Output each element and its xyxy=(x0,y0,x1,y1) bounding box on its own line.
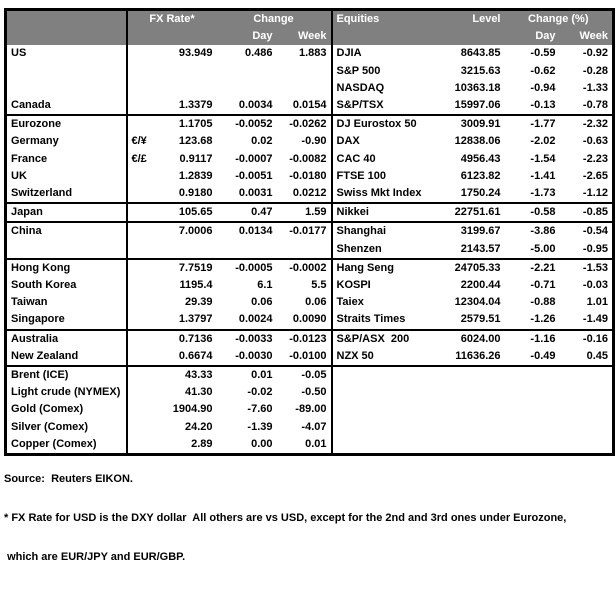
fx-rate-value: 43.33 xyxy=(184,369,213,382)
fx-day-change: -0.0007 xyxy=(235,152,273,165)
equity-day-change: -1.54 xyxy=(530,152,556,165)
equity-name xyxy=(332,366,429,384)
fx-day-change: 0.0024 xyxy=(217,311,277,329)
fx-label: Eurozone xyxy=(6,115,127,133)
equity-level xyxy=(429,401,505,418)
fx-day-change: 0.0134 xyxy=(238,225,273,238)
fx-day-change: 0.0031 xyxy=(217,185,277,203)
equity-week-change: -0.78 xyxy=(560,97,614,115)
equity-name: DJIA xyxy=(336,47,362,60)
fx-rate-value: 41.30 xyxy=(184,386,213,399)
equity-level: 24705.33 xyxy=(454,261,501,274)
fx-week-change xyxy=(277,63,332,80)
fx-week-change: -0.0177 xyxy=(277,222,332,240)
fx-rate-value: 1.3797 xyxy=(153,311,217,329)
fx-label: UK xyxy=(6,168,127,185)
equity-week-change xyxy=(560,419,614,436)
fx-rate-header: FX Rate* xyxy=(127,10,217,29)
fx-currency-pair xyxy=(127,294,153,311)
fx-rate-value: 24.20 xyxy=(184,420,213,433)
fx-day-change: -1.39 xyxy=(247,420,273,433)
level-header: Level xyxy=(429,10,505,29)
fx-currency-pair xyxy=(127,419,153,436)
fx-label: China xyxy=(6,222,127,240)
fx-currency-pair xyxy=(127,203,153,222)
equity-name xyxy=(332,384,429,401)
fx-week-header: Week xyxy=(277,28,332,45)
fx-label: New Zealand xyxy=(6,348,127,366)
fx-currency-pair xyxy=(127,241,153,259)
equity-level: 2143.57 xyxy=(429,241,505,259)
equities-change-pct-header: Change (%) xyxy=(505,10,614,29)
equity-level xyxy=(429,366,505,384)
table-row xyxy=(6,97,614,115)
equity-week-change: -0.03 xyxy=(582,279,608,292)
fx-currency-pair xyxy=(127,401,153,418)
equity-day-change xyxy=(505,419,560,436)
equity-day-change: -3.86 xyxy=(530,225,556,238)
equity-week-change: -0.28 xyxy=(582,64,608,77)
equity-level: 22751.61 xyxy=(429,203,505,222)
equity-level: 1750.24 xyxy=(429,185,505,203)
equity-day-change xyxy=(505,401,560,418)
fx-currency-pair xyxy=(127,97,153,115)
fx-label: Copper (Comex) xyxy=(6,436,127,455)
equity-name: Shenzen xyxy=(332,241,429,259)
equity-name: Shanghai xyxy=(336,225,387,238)
fx-rate-value: 0.9180 xyxy=(153,185,217,203)
fx-currency-pair xyxy=(127,222,153,240)
fx-day-change: 0.01 xyxy=(251,369,273,382)
fx-label xyxy=(6,80,127,97)
equity-level: 8643.85 xyxy=(460,47,501,60)
fx-rate-value: 1904.90 xyxy=(172,403,213,416)
fx-rate-value: 1.2839 xyxy=(178,169,213,182)
equity-level: 10363.18 xyxy=(454,81,501,94)
fx-currency-pair: €/¥ xyxy=(131,135,147,148)
fx-day-change: 0.486 xyxy=(244,47,273,60)
table-row xyxy=(6,277,614,294)
equity-week-change: -1.33 xyxy=(582,81,608,94)
fx-rate-value xyxy=(153,80,217,97)
fx-currency-pair xyxy=(127,348,153,366)
fx-currency-pair xyxy=(127,311,153,329)
table-row xyxy=(6,80,614,97)
equities-day-header: Day xyxy=(505,28,560,45)
equity-level: 15997.06 xyxy=(429,97,505,115)
equity-level: 12304.04 xyxy=(454,296,501,309)
fx-week-change: 0.0090 xyxy=(277,311,332,329)
fx-rate-subheader xyxy=(127,28,217,45)
fx-label: Australia xyxy=(6,330,127,348)
table-row xyxy=(6,366,614,384)
equity-day-change: -1.16 xyxy=(530,332,556,345)
equity-week-change: -2.65 xyxy=(582,169,608,182)
equity-name: CAC 40 xyxy=(336,152,376,165)
equity-day-change: -2.02 xyxy=(530,135,556,148)
equity-week-change: -1.49 xyxy=(560,311,614,329)
fx-week-change: 1.59 xyxy=(277,203,332,222)
equity-week-change xyxy=(560,401,614,418)
table-row xyxy=(6,241,614,259)
equities-subheader xyxy=(332,28,429,45)
equity-day-change: -0.88 xyxy=(530,296,556,309)
fx-day-change: -0.0005 xyxy=(235,261,273,274)
table-row xyxy=(6,63,614,80)
fx-day-change xyxy=(217,63,277,80)
fx-week-change: -0.0180 xyxy=(277,168,332,185)
equity-day-change: -0.59 xyxy=(530,47,556,60)
fx-rate-value: 7.7519 xyxy=(178,261,213,274)
equity-name: NZX 50 xyxy=(332,348,429,366)
equity-week-change: -1.12 xyxy=(560,185,614,203)
table-row xyxy=(6,115,614,133)
fx-currency-pair xyxy=(127,115,153,133)
header-row-1 xyxy=(6,10,614,29)
fx-week-change xyxy=(277,241,332,259)
equity-day-change xyxy=(505,384,560,401)
fx-day-change: -0.0052 xyxy=(235,118,273,131)
fx-rate-value: 0.6674 xyxy=(153,348,217,366)
fx-week-change: -89.00 xyxy=(277,401,332,418)
equity-level: 3215.63 xyxy=(460,64,501,77)
equity-day-change: -0.58 xyxy=(505,203,560,222)
equity-day-change: -5.00 xyxy=(505,241,560,259)
fx-rate-value: 29.39 xyxy=(184,296,213,309)
fx-day-change xyxy=(217,241,277,259)
equity-level: 3009.91 xyxy=(460,118,501,131)
fx-rate-value: 1195.4 xyxy=(179,279,213,292)
fx-label: Japan xyxy=(6,203,127,222)
label-column-header xyxy=(6,10,127,29)
label-column-subheader xyxy=(6,28,127,45)
fx-rate-value: 7.0006 xyxy=(178,225,213,238)
fx-week-change: -0.0100 xyxy=(277,348,332,366)
fx-label: Silver (Comex) xyxy=(6,419,127,436)
equity-level: 12838.06 xyxy=(454,135,501,148)
fx-rate-value xyxy=(153,63,217,80)
equity-name: Taiex xyxy=(336,296,364,309)
fx-label: Hong Kong xyxy=(6,259,127,277)
equity-name: Straits Times xyxy=(332,311,429,329)
equity-day-change: -1.26 xyxy=(505,311,560,329)
fx-rate-value: 2.89 xyxy=(191,437,213,450)
equity-week-change: -0.85 xyxy=(560,203,614,222)
fx-rate-value: 93.949 xyxy=(178,47,213,60)
fx-currency-pair xyxy=(127,63,153,80)
fx-label: US xyxy=(6,45,127,62)
fx-week-change: -0.0002 xyxy=(277,259,332,277)
fx-week-change: 1.883 xyxy=(277,45,332,62)
fx-week-change: -0.0262 xyxy=(277,115,332,133)
equity-week-change: -2.32 xyxy=(582,118,608,131)
table-row xyxy=(6,151,614,168)
fx-week-change: 0.0154 xyxy=(277,97,332,115)
fx-day-change: -0.02 xyxy=(247,386,273,399)
fx-day-change: -0.0051 xyxy=(235,169,273,182)
fx-rate-value xyxy=(153,241,217,259)
equity-name: S&P 500 xyxy=(336,64,381,77)
fx-day-change: -0.0030 xyxy=(217,348,277,366)
fx-currency-pair xyxy=(127,277,153,294)
fx-week-change: 0.06 xyxy=(277,294,332,311)
header-row-2 xyxy=(6,28,614,45)
equities-week-header: Week xyxy=(560,28,614,45)
equity-day-change: -1.41 xyxy=(530,169,556,182)
fx-label: Singapore xyxy=(6,311,127,329)
equity-day-change: -2.21 xyxy=(530,261,556,274)
fx-week-change: 5.5 xyxy=(277,277,332,294)
fx-rate-value: 123.68 xyxy=(178,135,213,148)
fx-day-change: 0.06 xyxy=(251,296,273,309)
equity-level: 2579.51 xyxy=(429,311,505,329)
equity-day-change: -0.94 xyxy=(530,81,556,94)
equity-level: 6024.00 xyxy=(460,332,501,345)
equity-name: Swiss Mkt Index xyxy=(332,185,429,203)
table-row xyxy=(6,294,614,311)
fx-label: Gold (Comex) xyxy=(6,401,127,418)
table-row xyxy=(6,185,614,203)
table-row xyxy=(6,133,614,150)
level-subheader xyxy=(429,28,505,45)
fx-week-change: -0.0082 xyxy=(277,151,332,168)
equity-name: NASDAQ xyxy=(336,81,385,94)
equity-week-change xyxy=(560,366,614,384)
equity-name: DAX xyxy=(336,135,360,148)
fx-currency-pair xyxy=(127,330,153,348)
equity-level xyxy=(429,419,505,436)
fx-currency-pair xyxy=(127,80,153,97)
table-row xyxy=(6,419,614,436)
fx-day-change: 0.47 xyxy=(217,203,277,222)
fx-week-change: -0.0123 xyxy=(277,330,332,348)
fx-label: South Korea xyxy=(6,277,127,294)
equity-week-change xyxy=(560,384,614,401)
fx-label: Light crude (NYMEX) xyxy=(6,384,127,401)
equity-level: 3199.67 xyxy=(460,225,501,238)
equities-header: Equities xyxy=(332,10,429,29)
table-row xyxy=(6,168,614,185)
footnotes xyxy=(4,448,612,589)
table-row xyxy=(6,401,614,418)
fx-week-change: -4.07 xyxy=(277,419,332,436)
fx-week-change: -0.50 xyxy=(277,384,332,401)
table-row xyxy=(6,222,614,240)
equity-name: KOSPI xyxy=(336,279,371,292)
fx-equities-table xyxy=(4,8,615,456)
equity-level: 2200.44 xyxy=(460,279,501,292)
equity-level: 11636.26 xyxy=(429,348,505,366)
fx-day-header: Day xyxy=(217,28,277,45)
equity-name: DJ Eurostox 50 xyxy=(336,118,417,131)
fx-label xyxy=(6,241,127,259)
fx-week-change: -0.90 xyxy=(277,133,332,150)
equity-week-change: 1.01 xyxy=(586,296,608,309)
fx-day-change: 0.0034 xyxy=(217,97,277,115)
fx-rate-value: 0.7136 xyxy=(178,332,213,345)
table-row xyxy=(6,384,614,401)
fx-rate-value: 0.9117 xyxy=(179,152,213,165)
equity-name: Nikkei xyxy=(332,203,429,222)
fx-week-change: 0.01 xyxy=(277,436,332,455)
table-row xyxy=(6,311,614,329)
fx-rate-value: 1.3379 xyxy=(153,97,217,115)
equity-week-change: -2.23 xyxy=(582,152,608,165)
fx-rate-value: 1.1705 xyxy=(178,118,213,131)
fx-week-change: 0.0212 xyxy=(277,185,332,203)
fx-change-header: Change xyxy=(217,10,332,29)
source-note: Source: Reuters EIKON. xyxy=(4,473,133,485)
equity-week-change: 0.45 xyxy=(560,348,614,366)
table-row xyxy=(6,259,614,277)
fx-currency-pair xyxy=(127,384,153,401)
equity-level xyxy=(429,384,505,401)
equity-name: Hang Seng xyxy=(336,261,394,274)
fx-day-change: 0.02 xyxy=(251,135,273,148)
fx-day-change: 0.00 xyxy=(251,437,273,450)
fx-rate-value: 105.65 xyxy=(153,203,217,222)
fx-currency-pair xyxy=(127,45,153,62)
table-row xyxy=(6,203,614,222)
equity-week-change: -0.95 xyxy=(560,241,614,259)
table-body xyxy=(6,45,614,454)
equity-day-change: -0.49 xyxy=(505,348,560,366)
equity-week-change: -0.54 xyxy=(582,225,608,238)
fx-currency-pair: €/£ xyxy=(131,152,147,165)
fx-label: Brent (ICE) xyxy=(6,366,127,384)
fx-label xyxy=(6,63,127,80)
equity-name: S&P/ASX 200 xyxy=(336,332,410,345)
table-row xyxy=(6,330,614,348)
table-header xyxy=(6,10,614,46)
equity-name xyxy=(332,401,429,418)
equity-day-change: -0.71 xyxy=(530,279,556,292)
equity-level: 6123.82 xyxy=(460,169,501,182)
fx-label: France xyxy=(6,151,127,168)
fx-label: Canada xyxy=(6,97,127,115)
fx-day-change xyxy=(217,80,277,97)
equity-day-change xyxy=(505,366,560,384)
equity-week-change: -0.92 xyxy=(582,47,608,60)
fx-day-change: -0.0033 xyxy=(235,332,273,345)
fx-day-change: 6.1 xyxy=(257,279,273,292)
fx-week-change xyxy=(277,80,332,97)
fx-currency-pair xyxy=(127,259,153,277)
equity-day-change: -1.77 xyxy=(530,118,556,131)
equity-week-change: -1.53 xyxy=(582,261,608,274)
fx-currency-pair xyxy=(127,185,153,203)
fx-day-change: -7.60 xyxy=(247,403,273,416)
table-row xyxy=(6,348,614,366)
fx-label: Switzerland xyxy=(6,185,127,203)
fx-currency-pair xyxy=(127,366,153,384)
table-row xyxy=(6,45,614,62)
equity-name xyxy=(332,419,429,436)
fx-rate-footnote-line1: * FX Rate for USD is the DXY dollar All others are vs USD, except for the 2nd and 3rd ones under Eurozone, xyxy=(4,512,567,524)
equity-name: S&P/TSX xyxy=(332,97,429,115)
equity-name: FTSE 100 xyxy=(336,169,387,182)
fx-rate-footnote-line2: which are EUR/JPY and EUR/GBP. xyxy=(4,551,186,563)
fx-label: Taiwan xyxy=(6,294,127,311)
equity-day-change: -0.62 xyxy=(530,64,556,77)
fx-label: Germany xyxy=(6,133,127,150)
equity-week-change: -0.63 xyxy=(582,135,608,148)
fx-week-change: -0.05 xyxy=(277,366,332,384)
equity-day-change: -1.73 xyxy=(505,185,560,203)
equity-week-change: -0.16 xyxy=(582,332,608,345)
fx-currency-pair xyxy=(127,168,153,185)
equity-day-change: -0.13 xyxy=(505,97,560,115)
equity-level: 4956.43 xyxy=(460,152,501,165)
